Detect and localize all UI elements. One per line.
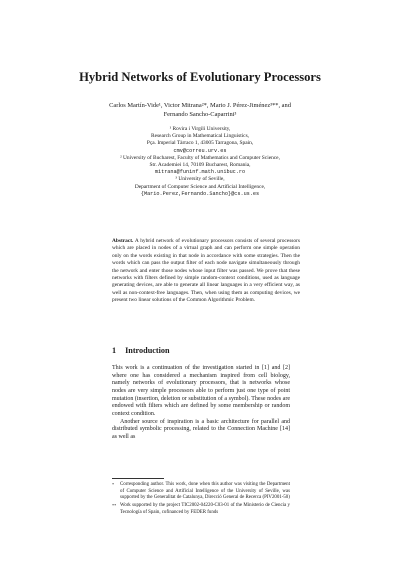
footnote (112, 482, 290, 502)
affiliation-email: cmv@correu.urv.es (173, 147, 227, 154)
abstract-text: A hybrid network of evolutionary processors consists of several processors which are placed in nodes of a virtual graph and can perform one simple operation only on the words existing in that node in accordance with some strategies. Then the words which can pass the output filter of each node navigate simultaneously through the network and enter those nodes whose input filter was passed. We prove that these networks with filters defined by simple random-context conditions, used as language generating devices, are able to generate all linear languages in a very efficient way, as well as non-context-free languages. Then, when using them as computing devices, we present two linear solutions of the Common Algorithmic Problem. (112, 238, 300, 304)
affiliations (0, 126, 400, 198)
abstract-label: Abstract. (112, 238, 134, 244)
footnote-mark: ** (112, 503, 117, 509)
footnote (112, 503, 290, 516)
section-title: Introduction (125, 346, 170, 355)
affiliation-email: mitrana@funinf.math.unibuc.ro (154, 169, 246, 176)
section-heading (112, 346, 170, 355)
author-line: Carlos Martín-Vide¹, Victor Mitrana²*, Mario J. Pérez-Jiménez³**, and (109, 102, 291, 109)
footnote-rule (112, 478, 164, 479)
affiliation-line: Pça. Imperial Tàrraco 1, 43005 Tarragona, Spain, (146, 140, 254, 147)
affiliation-line: ³ University of Seville, (175, 176, 225, 183)
affiliation-line: Department of Computer Science and Artificial Intelligence, (134, 183, 266, 190)
footnotes (112, 482, 290, 517)
affiliation-email: {Mario.Perez,Fernando.Sancho}@cs.us.es (140, 190, 260, 197)
author-list (0, 102, 400, 119)
affiliation-line: Str. Academiei 14, 70109 Bucharest, Romania, (149, 162, 251, 169)
section-number: 1 (112, 346, 117, 355)
body-text (112, 365, 290, 442)
affiliation-line: Research Group in Mathematical Linguistics, (150, 133, 250, 140)
paper-title: Hybrid Networks of Evolutionary Processors (79, 70, 321, 84)
affiliation-line: ¹ Rovira i Virgili University, (169, 126, 231, 132)
footnote-text: Work supported by the project TIC2002-04220-C03-01 of the Ministerio de Ciencia y Tecnología of Spain, cofinanced by FEDER funds (120, 503, 290, 515)
abstract (112, 238, 300, 305)
affiliation-line: ² University of Bucharest, Faculty of Mathematics and Computer Science, (120, 154, 280, 161)
paragraph: This work is a continuation of the investigation started in [1] and [2] where one has considered a mechanism inspired from cell biology, namely networks of evolutionary processors, that is networks whose nodes are very simple processors able to perform just one type of point mutation (insertion, deletion or substitution of a symbol). These nodes are endowed with filters which are defined by some membership or random context condition. (112, 365, 290, 417)
footnote-mark: * (112, 482, 115, 487)
paragraph: Another source of inspiration is a basic architecture for parallel and distributed symbolic processing, related to the Connection Machine [14] as well as (112, 418, 290, 440)
author-line: Fernando Sancho-Caparrini³ (163, 110, 237, 118)
footnote-text: Corresponding author. This work, done when this author was visiting the Department of Computer Science and Artificial Intelligence of the University of Seville, was supported by the Generalitat de Catalunya, Direcció General de Recerca (PIV2001-50) (120, 482, 290, 501)
